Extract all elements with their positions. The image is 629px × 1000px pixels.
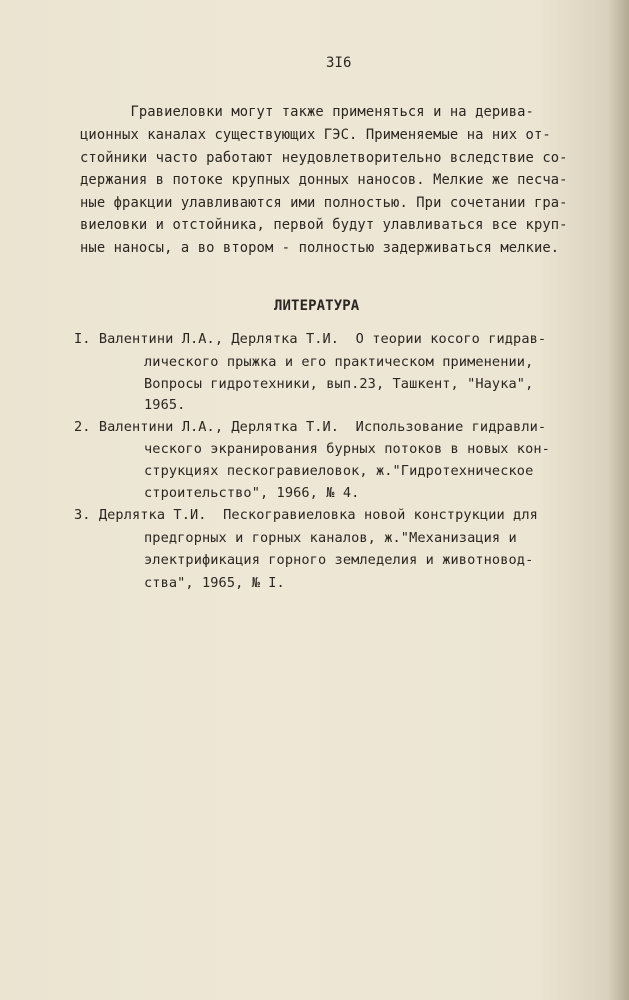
literature-heading: ЛИТЕРАТУРА	[274, 298, 360, 314]
reference-line: предгорных и горных каналов, ж."Механизация и	[144, 530, 517, 546]
paragraph-line: Гравиеловки могут также применяться и на дерива-	[80, 104, 534, 120]
reference-line: строительство", 1966, № 4.	[144, 485, 360, 501]
paragraph-line: держания в потоке крупных донных наносов. Мелкие же песча-	[80, 172, 568, 188]
paragraph-line: виеловки и отстойника, первой будут улавливаться все круп-	[80, 217, 568, 233]
page-number: 3I6	[326, 55, 352, 71]
reference-line: струкциях пескогравиеловок, ж."Гидротехническое	[144, 463, 534, 479]
reference-line: лического прыжка и его практическом применении,	[144, 354, 534, 370]
paragraph-line: ные наносы, а во втором - полностью задерживаться мелкие.	[80, 240, 560, 256]
reference-line: ства", 1965, № I.	[144, 575, 285, 591]
paragraph-line: ные фракции улавливаются ими полностью. При сочетании гра-	[80, 195, 568, 211]
paragraph-line: ционных каналах существующих ГЭС. Применяемые на них от-	[80, 127, 551, 143]
reference-first-line: 2. Валентини Л.А., Дерлятка Т.И. Использование гидравли-	[74, 419, 547, 435]
reference-line: ческого экранирования бурных потоков в новых кон-	[144, 441, 550, 457]
reference-line: Вопросы гидротехники, вып.23, Ташкент, "Наука",	[144, 376, 534, 392]
page-edge-shadow	[607, 0, 629, 1000]
reference-first-line: 3. Дерлятка Т.И. Пескогравиеловка новой конструкции для	[74, 507, 538, 523]
reference-line: 1965.	[144, 397, 186, 413]
reference-first-line: I. Валентини Л.А., Дерлятка Т.И. О теории косого гидрав-	[74, 331, 547, 347]
reference-line: электрификация горного земледелия и животновод-	[144, 552, 534, 568]
paragraph-line: стойники часто работают неудовлетворительно вследствие со-	[80, 150, 568, 166]
